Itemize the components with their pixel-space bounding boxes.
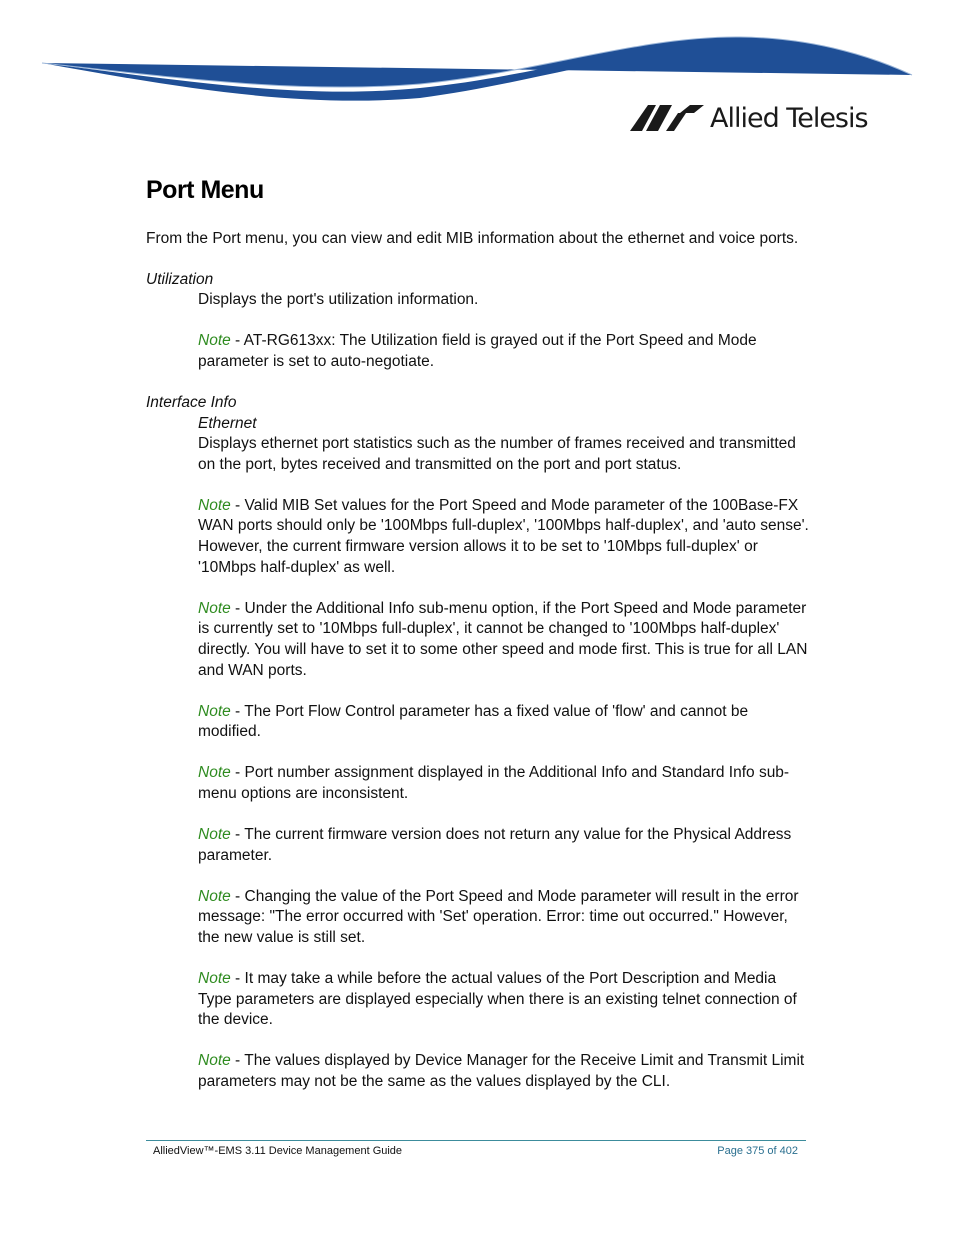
subterm-ethernet: Ethernet bbox=[198, 414, 257, 432]
footer-divider bbox=[146, 1140, 806, 1141]
footer-document-title: AlliedView™-EMS 3.11 Device Management Guide bbox=[153, 1145, 403, 1157]
footer-page-number: Page 375 of 402 bbox=[717, 1145, 798, 1157]
note-item: Note - Under the Additional Info sub-menu option, if the Port Speed and Mode parameter is currently set to '10Mbps full-duplex', it cannot be changed to '100Mbps half-duplex' directly. You will have to set it to some other speed and mode first. This is true for all LAN and WAN ports. bbox=[198, 599, 808, 679]
interface-info-definition bbox=[198, 414, 811, 1093]
note-item: Note - Changing the value of the Port Speed and Mode parameter will result in the error message: "The error occurred with 'Set' operation. Error: time out occurred." However, the new value is still set. bbox=[198, 887, 799, 946]
note-label: Note bbox=[198, 599, 231, 617]
note-label: Note bbox=[198, 764, 231, 782]
note-label: Note bbox=[198, 1052, 231, 1070]
note-item: Note - The values displayed by Device Manager for the Receive Limit and Transmit Limit parameters may not be the same as the values displayed by the CLI. bbox=[198, 1052, 805, 1090]
note-item: Note - It may take a while before the actual values of the Port Description and Media Type parameters are displayed especially when there is an existing telnet connection of the device. bbox=[198, 969, 797, 1029]
note-item: Note - Valid MIB Set values for the Port Speed and Mode parameter of the 100Base-FX WAN ports should only be '100Mbps full-duplex', '100Mbps half-duplex', and 'auto sense'. However, the current firmware version allows it to be set to '10Mbps full-duplex' or '10Mbps half-duplex' as well. bbox=[198, 496, 809, 576]
note-item: Note - Port number assignment displayed in the Additional Info and Standard Info sub-menu options are inconsistent. bbox=[198, 764, 790, 802]
note-label: Note bbox=[198, 825, 231, 843]
ethernet-description: Displays ethernet port statistics such as the number of frames received and transmitted on the port, bytes received and transmitted on the port and port status. bbox=[198, 435, 796, 473]
note-label: Note bbox=[198, 702, 231, 720]
note-label: Note bbox=[198, 887, 231, 905]
note-item: Note - The current firmware version does not return any value for the Physical Address parameter. bbox=[198, 825, 792, 864]
utilization-note: Note - AT-RG613xx: The Utilization field is grayed out if the Port Speed and Mode parameter is set to auto-negotiate. bbox=[198, 332, 757, 370]
allied-telesis-logo-mark-icon bbox=[630, 104, 704, 132]
note-item: Note - The Port Flow Control parameter has a fixed value of 'flow' and cannot be modified. bbox=[198, 702, 749, 741]
intro-paragraph: From the Port menu, you can view and edit MIB information about the ethernet and voice ports. bbox=[146, 230, 799, 247]
note-label: Note bbox=[198, 496, 231, 514]
note-label: Note bbox=[198, 969, 231, 987]
logo-wordmark: Allied Telesis bbox=[710, 102, 868, 134]
term-utilization: Utilization bbox=[146, 270, 214, 288]
utilization-description: Displays the port's utilization information. bbox=[198, 291, 479, 309]
page-title: Port Menu bbox=[146, 176, 264, 204]
term-interface-info: Interface Info bbox=[146, 393, 237, 411]
utilization-definition bbox=[198, 290, 811, 372]
allied-telesis-logo bbox=[630, 100, 868, 136]
document-body bbox=[146, 229, 811, 1092]
note-label: Note bbox=[198, 332, 231, 350]
